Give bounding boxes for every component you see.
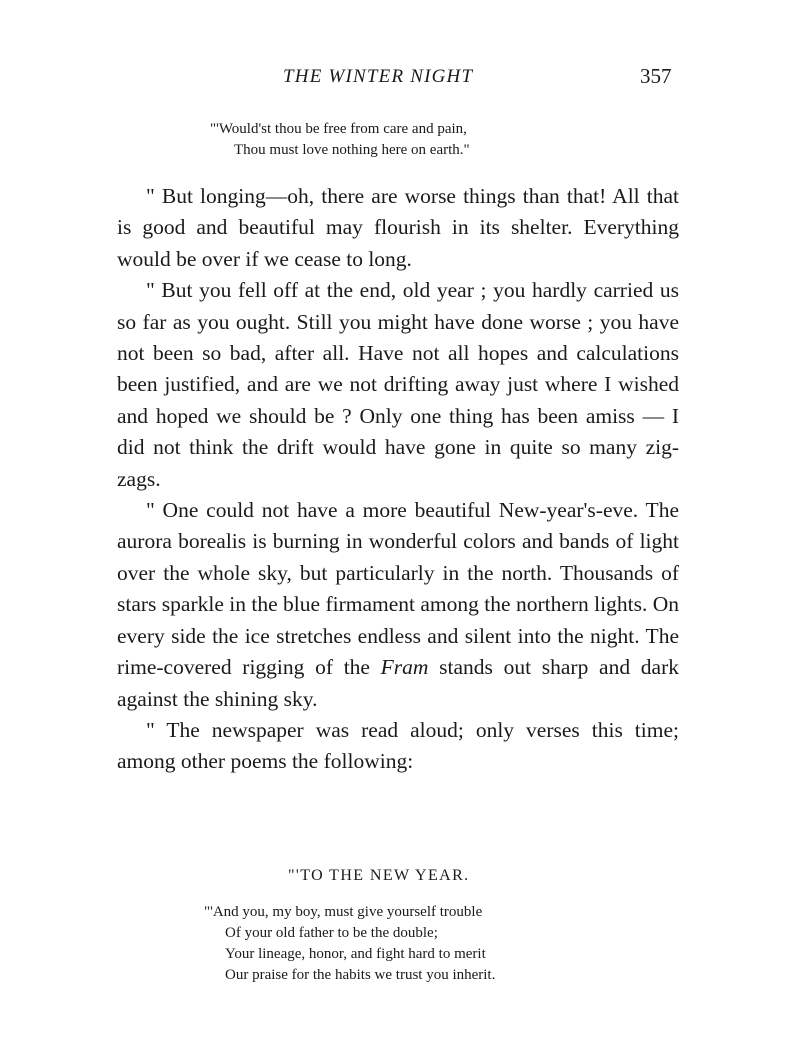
poem-line: Of your old father to be the double; xyxy=(225,925,438,941)
body-text xyxy=(117,181,679,778)
ship-name: Fram xyxy=(380,655,429,680)
running-title: THE WINTER NIGHT xyxy=(283,66,474,87)
paragraph-old-year: " But you fell off at the end, old year ; you hardly carried us so far as you ought. Still you might have done worse ; you have not been so bad, after all. Have not all hopes and calculations been justified, and are we not drifting away just where I wished and hoped we should be ? Only one thing has been amiss — I did not think the drift would have gone in quite so many zig-zags. xyxy=(117,278,679,491)
poem xyxy=(204,902,624,986)
epigraph-line: "'Would'st thou be free from care and pain, xyxy=(210,121,467,137)
paragraph-text: stands out sharp and dark against the shining sky. xyxy=(117,655,679,711)
poem-line: "'And you, my boy, must give yourself trouble xyxy=(204,904,483,920)
epigraph-line: Thou must love nothing here on earth." xyxy=(234,142,470,158)
paragraph-newspaper: " The newspaper was read aloud; only verses this time; among other poems the following: xyxy=(117,717,679,774)
paragraph-longing: " But longing—oh, there are worse things than that! All that is good and beautiful may flourish in its shelter. Everything would be over if we cease to long. xyxy=(117,184,679,271)
paragraph-text: " One could not have a more beautiful New-year's-eve. The aurora borealis is burning in wonderful colors and bands of light over the whole sky, but particularly in the north. Thousands of stars sparkle in the blue firmament among the northern lights. On every side the ice stretches endless and silent into the night. The rime-covered rigging of the xyxy=(117,498,679,680)
poem-line: Our praise for the habits we trust you inherit. xyxy=(225,967,496,983)
poem-line: Your lineage, honor, and fight hard to merit xyxy=(225,946,486,962)
epigraph xyxy=(210,119,610,161)
poem-title: "'TO THE NEW YEAR. xyxy=(288,867,470,884)
page-number: 357 xyxy=(640,64,672,88)
running-head xyxy=(0,64,800,94)
paragraph-new-years-eve xyxy=(117,495,679,715)
